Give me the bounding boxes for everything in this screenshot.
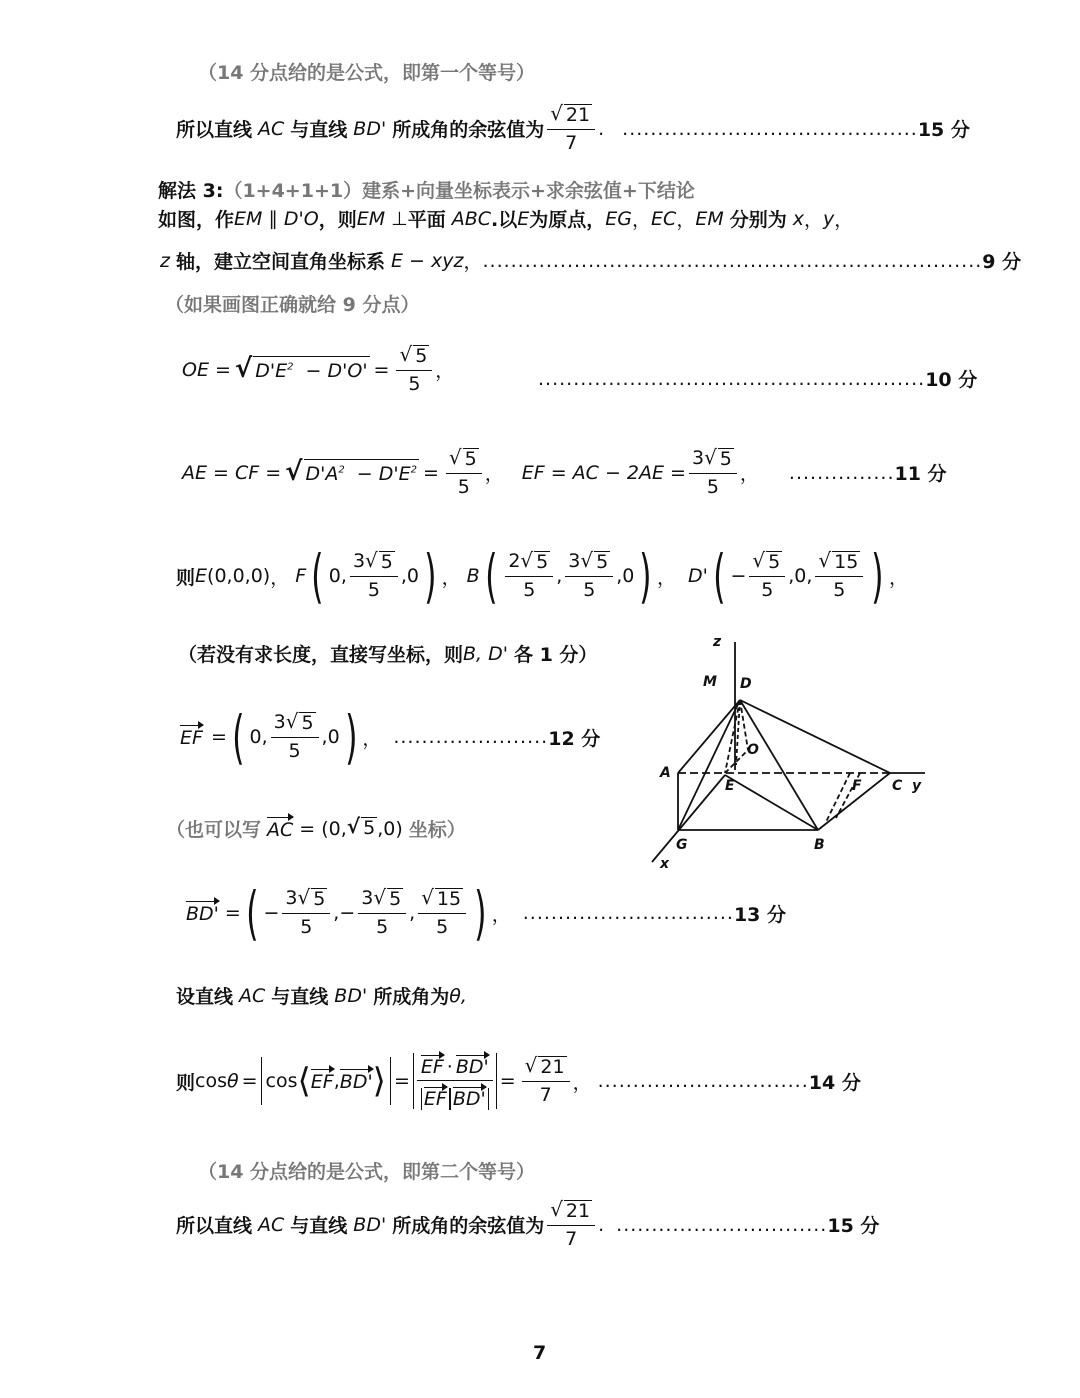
dots: .............................. <box>597 1070 809 1092</box>
math: cos <box>195 1070 227 1092</box>
score: 9 分 <box>982 251 1022 273</box>
fraction: √ 21 7 <box>547 104 595 154</box>
label-m: M <box>703 674 717 690</box>
math: AE = CF = <box>182 461 282 484</box>
math: D' <box>687 565 708 587</box>
math-ac: AC <box>258 117 285 140</box>
edge-ad <box>678 700 740 773</box>
vector-ef: EF <box>180 727 203 749</box>
conclusion-line-2: 所以直线 AC 与直线 BD' 所成角的余弦值为 √ 21 7 . .............................. 15 分 <box>176 1197 880 1250</box>
math: E <box>195 565 208 587</box>
dots: ............... <box>788 461 895 484</box>
label-z: z <box>713 634 722 650</box>
score: 15 分 <box>827 1215 880 1238</box>
score: 11 分 <box>894 463 947 486</box>
text: 所成角为 <box>373 986 450 1008</box>
text: 平面 <box>407 209 446 231</box>
math: (0,0,0) <box>207 565 271 587</box>
geometry-figure <box>640 630 940 875</box>
conclusion-line-1: 所以直线 AC 与直线 BD' 所成角的余弦值为 √ 21 7 . .......................................... 15 分 <box>176 101 970 154</box>
label-y: y <box>912 778 922 794</box>
text: 则 <box>176 566 196 589</box>
label-c: C <box>892 778 903 794</box>
parallel-sign: ∥ <box>268 207 278 230</box>
dots: ....................................................................... <box>482 249 983 272</box>
axis-line: z 轴，建立空间直角坐标系 E − xyz ， ....................................................................... 9 分 <box>160 247 1021 274</box>
text: 与直线 <box>271 986 329 1008</box>
setup-line: 如图，作 EM ∥ D'O ，则 EM ⊥ 平面 ABC .以 E 为原点， EG ， EC ， EM 分别为 x ， y ， <box>158 205 853 232</box>
label-o: O <box>747 742 759 758</box>
math: AC <box>239 984 266 1007</box>
text: ，则 <box>318 209 357 231</box>
math: B <box>466 565 480 587</box>
oe-equation: OE = √ $D'E^2 - D'O'$ = √ 5 5 ， <box>182 342 455 395</box>
math: θ, <box>449 984 467 1007</box>
text: 设直线 <box>176 986 234 1008</box>
x-axis-line <box>652 775 725 862</box>
fraction: √ 21 7 <box>547 1200 595 1250</box>
score: 15 分 <box>917 119 970 142</box>
math: EG <box>605 207 633 230</box>
method-3-heading <box>158 176 695 203</box>
page-number: 7 <box>533 1342 547 1364</box>
method-label: 解法 3: <box>158 180 224 202</box>
note-coordinates <box>178 640 597 667</box>
vector-bd: BD' <box>186 903 219 925</box>
sqrt: √ $D'A^2 - D'E^2$ <box>285 457 417 488</box>
edge-dg <box>678 700 740 830</box>
math: B, D' <box>463 642 508 665</box>
note-ac-coordinate: （也可以写 AC = (0, √ 5 ,0) 坐标） <box>166 814 466 841</box>
math: BD' <box>334 984 368 1007</box>
math: ABC <box>451 207 492 230</box>
math: D'O <box>283 207 319 230</box>
fraction: √ 5 5 <box>446 448 482 498</box>
math: y <box>823 207 835 230</box>
math: x <box>792 207 805 230</box>
math: z <box>160 249 170 272</box>
math: E − xyz <box>391 249 464 272</box>
math: EM <box>695 207 724 230</box>
text: 与直线 <box>290 1215 348 1238</box>
label-f: F <box>852 778 862 794</box>
note-formula-first: （14 分点给的是公式，即第一个等号） <box>198 62 536 84</box>
cos-line: 则 cos θ = cos ⟨ EF , BD' ⟩ = $\frac{EF \cdot BD'}{\text{EF BD'}}$ = √ 21 7 ， .............................. 14 分 <box>176 1053 861 1110</box>
ef-vector-line: EF = ( 0, 3 √ 5 5 ,0 ) ， ...................... 12 分 <box>180 703 601 771</box>
oe-score <box>538 365 977 392</box>
label-g: G <box>676 837 688 853</box>
fraction: √ 5 5 <box>396 345 432 395</box>
math: OE = <box>182 358 231 381</box>
math-ac: AC <box>258 1213 285 1236</box>
sqrt: √ $D'E^2 - D'O'$ <box>234 354 368 385</box>
math: EF = AC − 2AE = <box>521 461 686 484</box>
text: 所以直线 <box>176 119 253 142</box>
coordinates-line: 则 E (0,0,0) ， F ( 0, 3 √ 5 5 ,0 ) ， B ( 2 √ 5 5 , 3 √ 5 5 ,0 ) ， D' ( − √ 5 5 ,0, √ 15 5 ) ， <box>176 542 908 610</box>
math: E <box>517 207 530 230</box>
text: 则 <box>176 1071 196 1094</box>
text: .以 <box>491 209 518 231</box>
math: F <box>295 565 307 587</box>
text: 所以直线 <box>176 1215 253 1238</box>
label-d: D <box>740 676 752 692</box>
perp-sign: ⊥ <box>391 207 408 230</box>
math: θ <box>227 1070 239 1092</box>
dots: .............................. <box>616 1213 828 1236</box>
label-b: B <box>814 837 825 853</box>
dots: ...................... <box>393 726 549 748</box>
edge-eo <box>725 750 748 773</box>
math: EM <box>356 207 386 230</box>
dots: .............................. <box>522 902 734 924</box>
text: 各 1 分） <box>513 644 598 666</box>
text: 与直线 <box>290 119 348 142</box>
text: 为原点， <box>529 209 606 231</box>
score: 14 分 <box>808 1071 861 1094</box>
label-a: A <box>660 765 671 781</box>
math-bd: BD' <box>353 117 387 140</box>
fraction: √ 21 7 <box>522 1056 570 1106</box>
note-9-points: （如果画图正确就给 9 分点） <box>165 294 420 316</box>
vector-ac: AC <box>267 818 294 841</box>
text: 分别为 <box>729 209 787 231</box>
note-formula-second: （14 分点给的是公式，即第二个等号） <box>198 1161 536 1183</box>
text: 轴，建立空间直角坐标系 <box>175 251 385 273</box>
label-e: E <box>725 778 735 794</box>
text: （若没有求长度，直接写坐标，则 <box>178 644 464 666</box>
math-bd: BD' <box>353 1213 387 1236</box>
bd-vector-line: BD' = ( − 3 √ 5 5 ,− 3 √ 5 5 , √ 15 5 ) ， .............................. 13 分 <box>186 879 787 947</box>
math: EC <box>651 207 677 230</box>
label-x: x <box>660 856 670 872</box>
fraction: 3 √ 5 5 <box>689 448 737 498</box>
edge-eb <box>725 775 818 830</box>
theta-line <box>176 982 467 1009</box>
score: 10 分 <box>925 369 978 391</box>
score: 13 分 <box>733 903 787 926</box>
text: 如图，作 <box>158 209 235 231</box>
text: 所成角的余弦值为 <box>392 119 545 142</box>
method-desc: （1+4+1+1）建系+向量坐标表示+求余弦值+下结论 <box>223 180 695 202</box>
dots: ....................................................... <box>538 367 926 390</box>
score: 12 分 <box>548 727 601 750</box>
dots: .......................................... <box>622 117 918 140</box>
ae-equation: AE = CF = √ $D'A^2 - D'E^2$ = √ 5 5 ， EF = AC − 2AE = 3 √ 5 5 ， ............... 11 分 <box>182 445 947 498</box>
text: 所成角的余弦值为 <box>392 1215 545 1238</box>
math: EM <box>234 207 263 230</box>
